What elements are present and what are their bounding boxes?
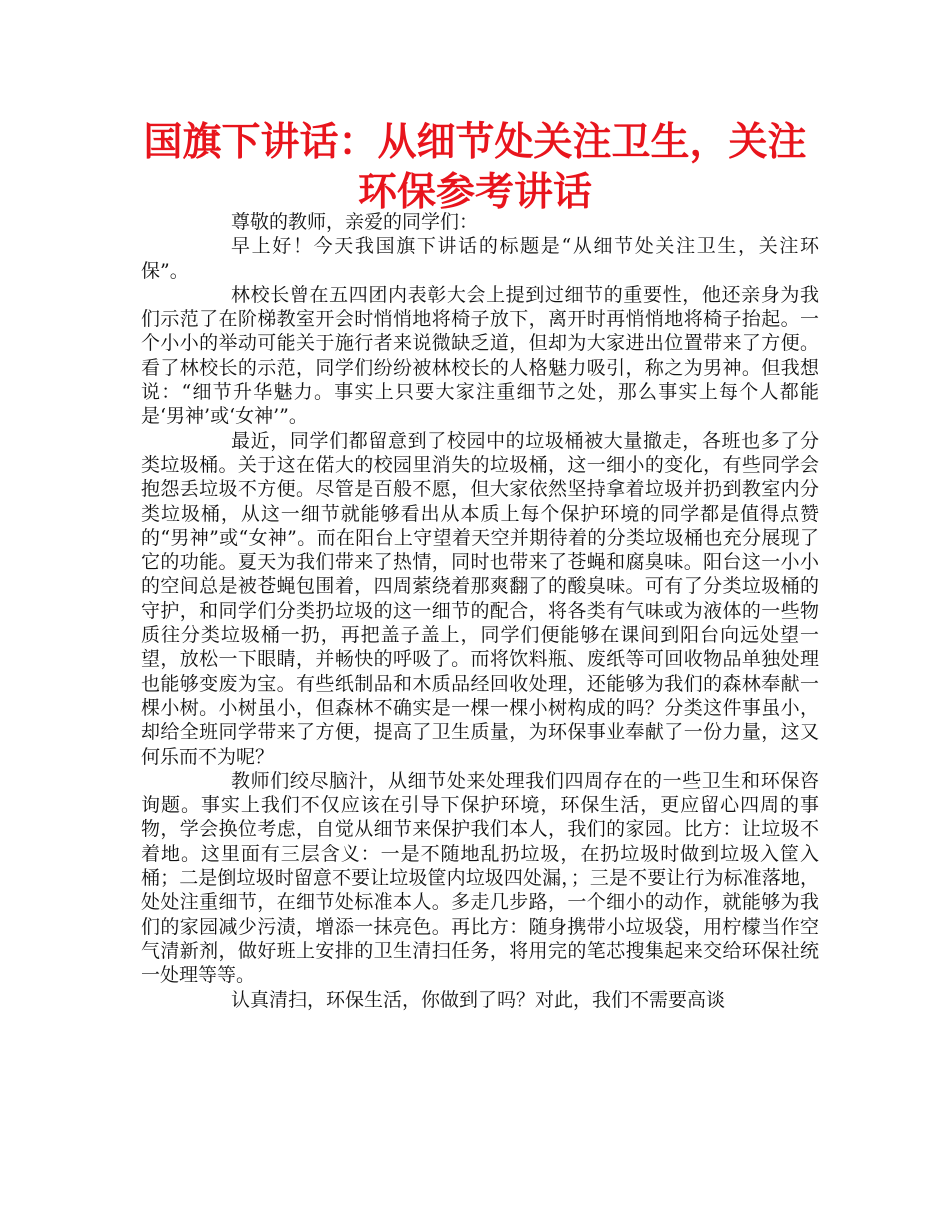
paragraph-garbage-sorting: 最近，同学们都留意到了校园中的垃圾桶被大量撤走，各班也多了分类垃圾桶。关于这在偌大的校园里消失的垃圾桶，这一细小的变化，有些同学会抱怨丢垃圾不方便。尽管是百般不愿，但大家依然坚持拿着垃圾并扔到教室内分类垃圾桶，从这一细节就能够看出从本质上每个保护环境的同学都是值得点赞的“男神”或“女神”。而在阳台上守望着天空并期待着的分类垃圾桶也充分展现了它的功能。夏天为我们带来了热情，同时也带来了苍蝇和腐臭味。阳台这一小小的空间总是被苍蝇包围着，四周萦绕着那爽翻了的酸臭味。可有了分类垃圾桶的守护，和同学们分类扔垃圾的这一细节的配合，将各类有气味或为液体的一些物质往分类垃圾桶一扔，再把盖子盖上，同学们便能够在课间到阳台向远处望一望，放松一下眼睛，并畅快的呼吸了。而将饮料瓶、废纸等可回收物品单独处理也能够变废为宝。有些纸制品和木质品经回收处理，还能够为我们的森林奉献一棵小树。小树虽小，但森林不确实是一棵一棵小树构成的吗？分类这件事虽小，却给全班同学带来了方便，提高了卫生质量，为环保事业奉献了一份力量，这又何乐而不为呢？ [141,429,819,768]
document-body [141,210,819,1012]
paragraph-greeting: 尊敬的教师，亲爱的同学们： [231,211,479,233]
paragraph-closing-start: 认真清扫，环保生活，你做到了吗？对此，我们不需要高谈 [231,988,726,1011]
paragraph-teachers-examples: 教师们绞尽脑汁，从细节处来处理我们四周存在的一些卫生和环保咨询题。事实上我们不仅应该在引导下保护环境，环保生活，更应留心四周的事物，学会换位考虑，自觉从细节来保护我们本人，我们的家园。比方：让垃圾不着地。这里面有三层含义：一是不随地乱扔垃圾，在扔垃圾时做到垃圾入筐入桶；二是倒垃圾时留意不要让垃圾筐内垃圾四处漏，；三是不要让行为标准落地，处处注重细节，在细节处标准本人。多走几步路，一个细小的动作，就能够为我们的家园减少污渍，增添一抹亮色。再比方：随身携带小垃圾袋，用柠檬当作空气清新剂，做好班上安排的卫生清扫任务，将用完的笔芯搜集起来交给环保社统一处理等等。 [141,769,819,987]
page-title: 国旗下讲话：从细节处关注卫生，关注环保参考讲话 [143,120,807,215]
paragraph-principal-example: 林校长曾在五四团内表彰大会上提到过细节的重要性，他还亲身为我们示范了在阶梯教室开会时悄悄地将椅子放下，离开时再悄悄地将椅子抬起。一个小小的举动可能关于施行者来说微缺乏道，但却为大家进出位置带来了方便。看了林校长的示范，同学们纷纷被林校长的人格魅力吸引，称之为男神。但我想说：“细节升华魅力。事实上只要大家注重细节之处，那么事实上每个人都能是‘男神’或‘女神’”。 [141,283,819,428]
paragraph-opening: 早上好！今天我国旗下讲话的标题是“从细节处关注卫生，关注环保”。 [141,235,819,282]
